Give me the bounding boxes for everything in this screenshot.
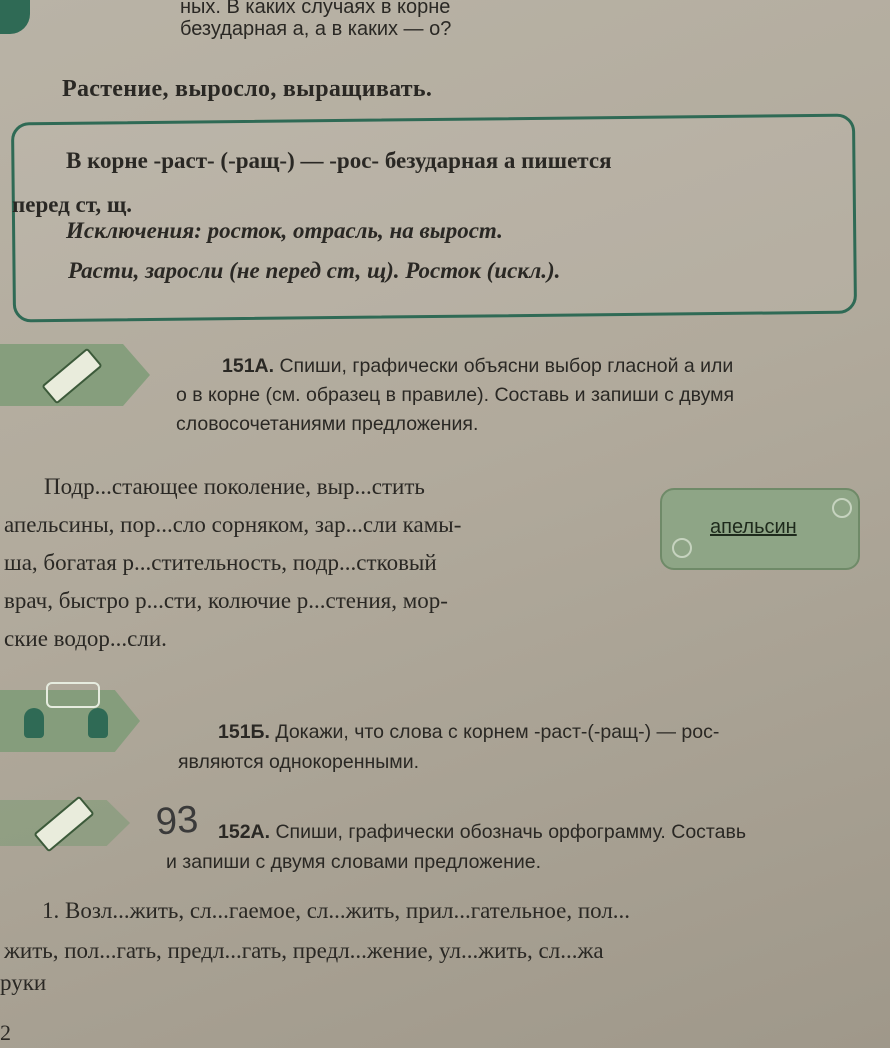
exercise-text-line-1: Подр...стающее поколение, выр...стить (44, 474, 425, 499)
speech-bubble-icon (46, 682, 100, 708)
person-icon (24, 708, 44, 738)
rule-line-2: перед ст, щ. (12, 192, 132, 217)
exercise-text-line-5: ские водор...сли. (4, 626, 167, 651)
question-line-1: ных. В каких случаях в корне (180, 0, 451, 18)
task-151a-line-2: о в корне (см. образец в правиле). Составь и запиши с двумя (176, 384, 735, 406)
task-152a-line-1: Спиши, графически обозначь орфограмму. Составь (275, 821, 747, 843)
task-number-152a: 152А. (218, 821, 271, 843)
task-151b-line-1: Докажи, что слова с корнем -раст-(-ращ-) — рос- (275, 721, 720, 743)
task-152a (218, 818, 878, 847)
person-icon (88, 708, 108, 738)
task-151a (222, 352, 862, 381)
exercise-152a-line-2: жить, пол...гать, предл...гать, предл...жение, ул...жить, сл...жа (4, 938, 604, 963)
task-152a-line-2: и запиши с двумя словами предложение. (166, 851, 542, 873)
ornament-icon (672, 538, 692, 558)
section-corner-tab (0, 0, 30, 34)
dictionary-word: апельсин (710, 516, 797, 538)
rule-exceptions: Исключения: росток, отрасль, на вырост. (66, 218, 503, 243)
page-number: 2 (0, 1020, 11, 1045)
exercise-text-line-2: апельсины, пор...сло сорняком, зар...сли камы- (4, 512, 462, 537)
example-words: Растение, выросло, выращивать. (62, 76, 433, 102)
ornament-icon (832, 498, 852, 518)
task-151a-line-1: Спиши, графически объясни выбор гласной а или (279, 355, 734, 377)
task-151a-line-3: словосочетаниями предложения. (176, 413, 479, 435)
rule-examples: Расти, заросли (не перед ст, щ). Росток (искл.). (68, 258, 561, 283)
task-151b (218, 718, 868, 747)
exercise-text-line-3: ша, богатая р...стительность, подр...стковый (4, 550, 437, 575)
rule-line-1: В корне -раст- (-ращ-) — -рос- безударная а пишется (66, 148, 612, 173)
exercise-text-line-4: врач, быстро р...сти, колючие р...стения, мор- (4, 588, 448, 613)
task-151b-line-2: являются однокоренными. (178, 751, 420, 773)
question-line-2: безударная а, а в каких — о? (180, 18, 452, 40)
exercise-152a-line-3: руки (0, 970, 47, 995)
exercise-152a-line-1: 1. Возл...жить, сл...гаемое, сл...жить, прил...гательное, пол... (42, 898, 631, 923)
task-number-151b: 151Б. (218, 721, 270, 743)
task-number-151a: 151А. (222, 355, 275, 377)
dictionary-card (660, 488, 860, 570)
handwritten-note: 93 (154, 798, 200, 844)
